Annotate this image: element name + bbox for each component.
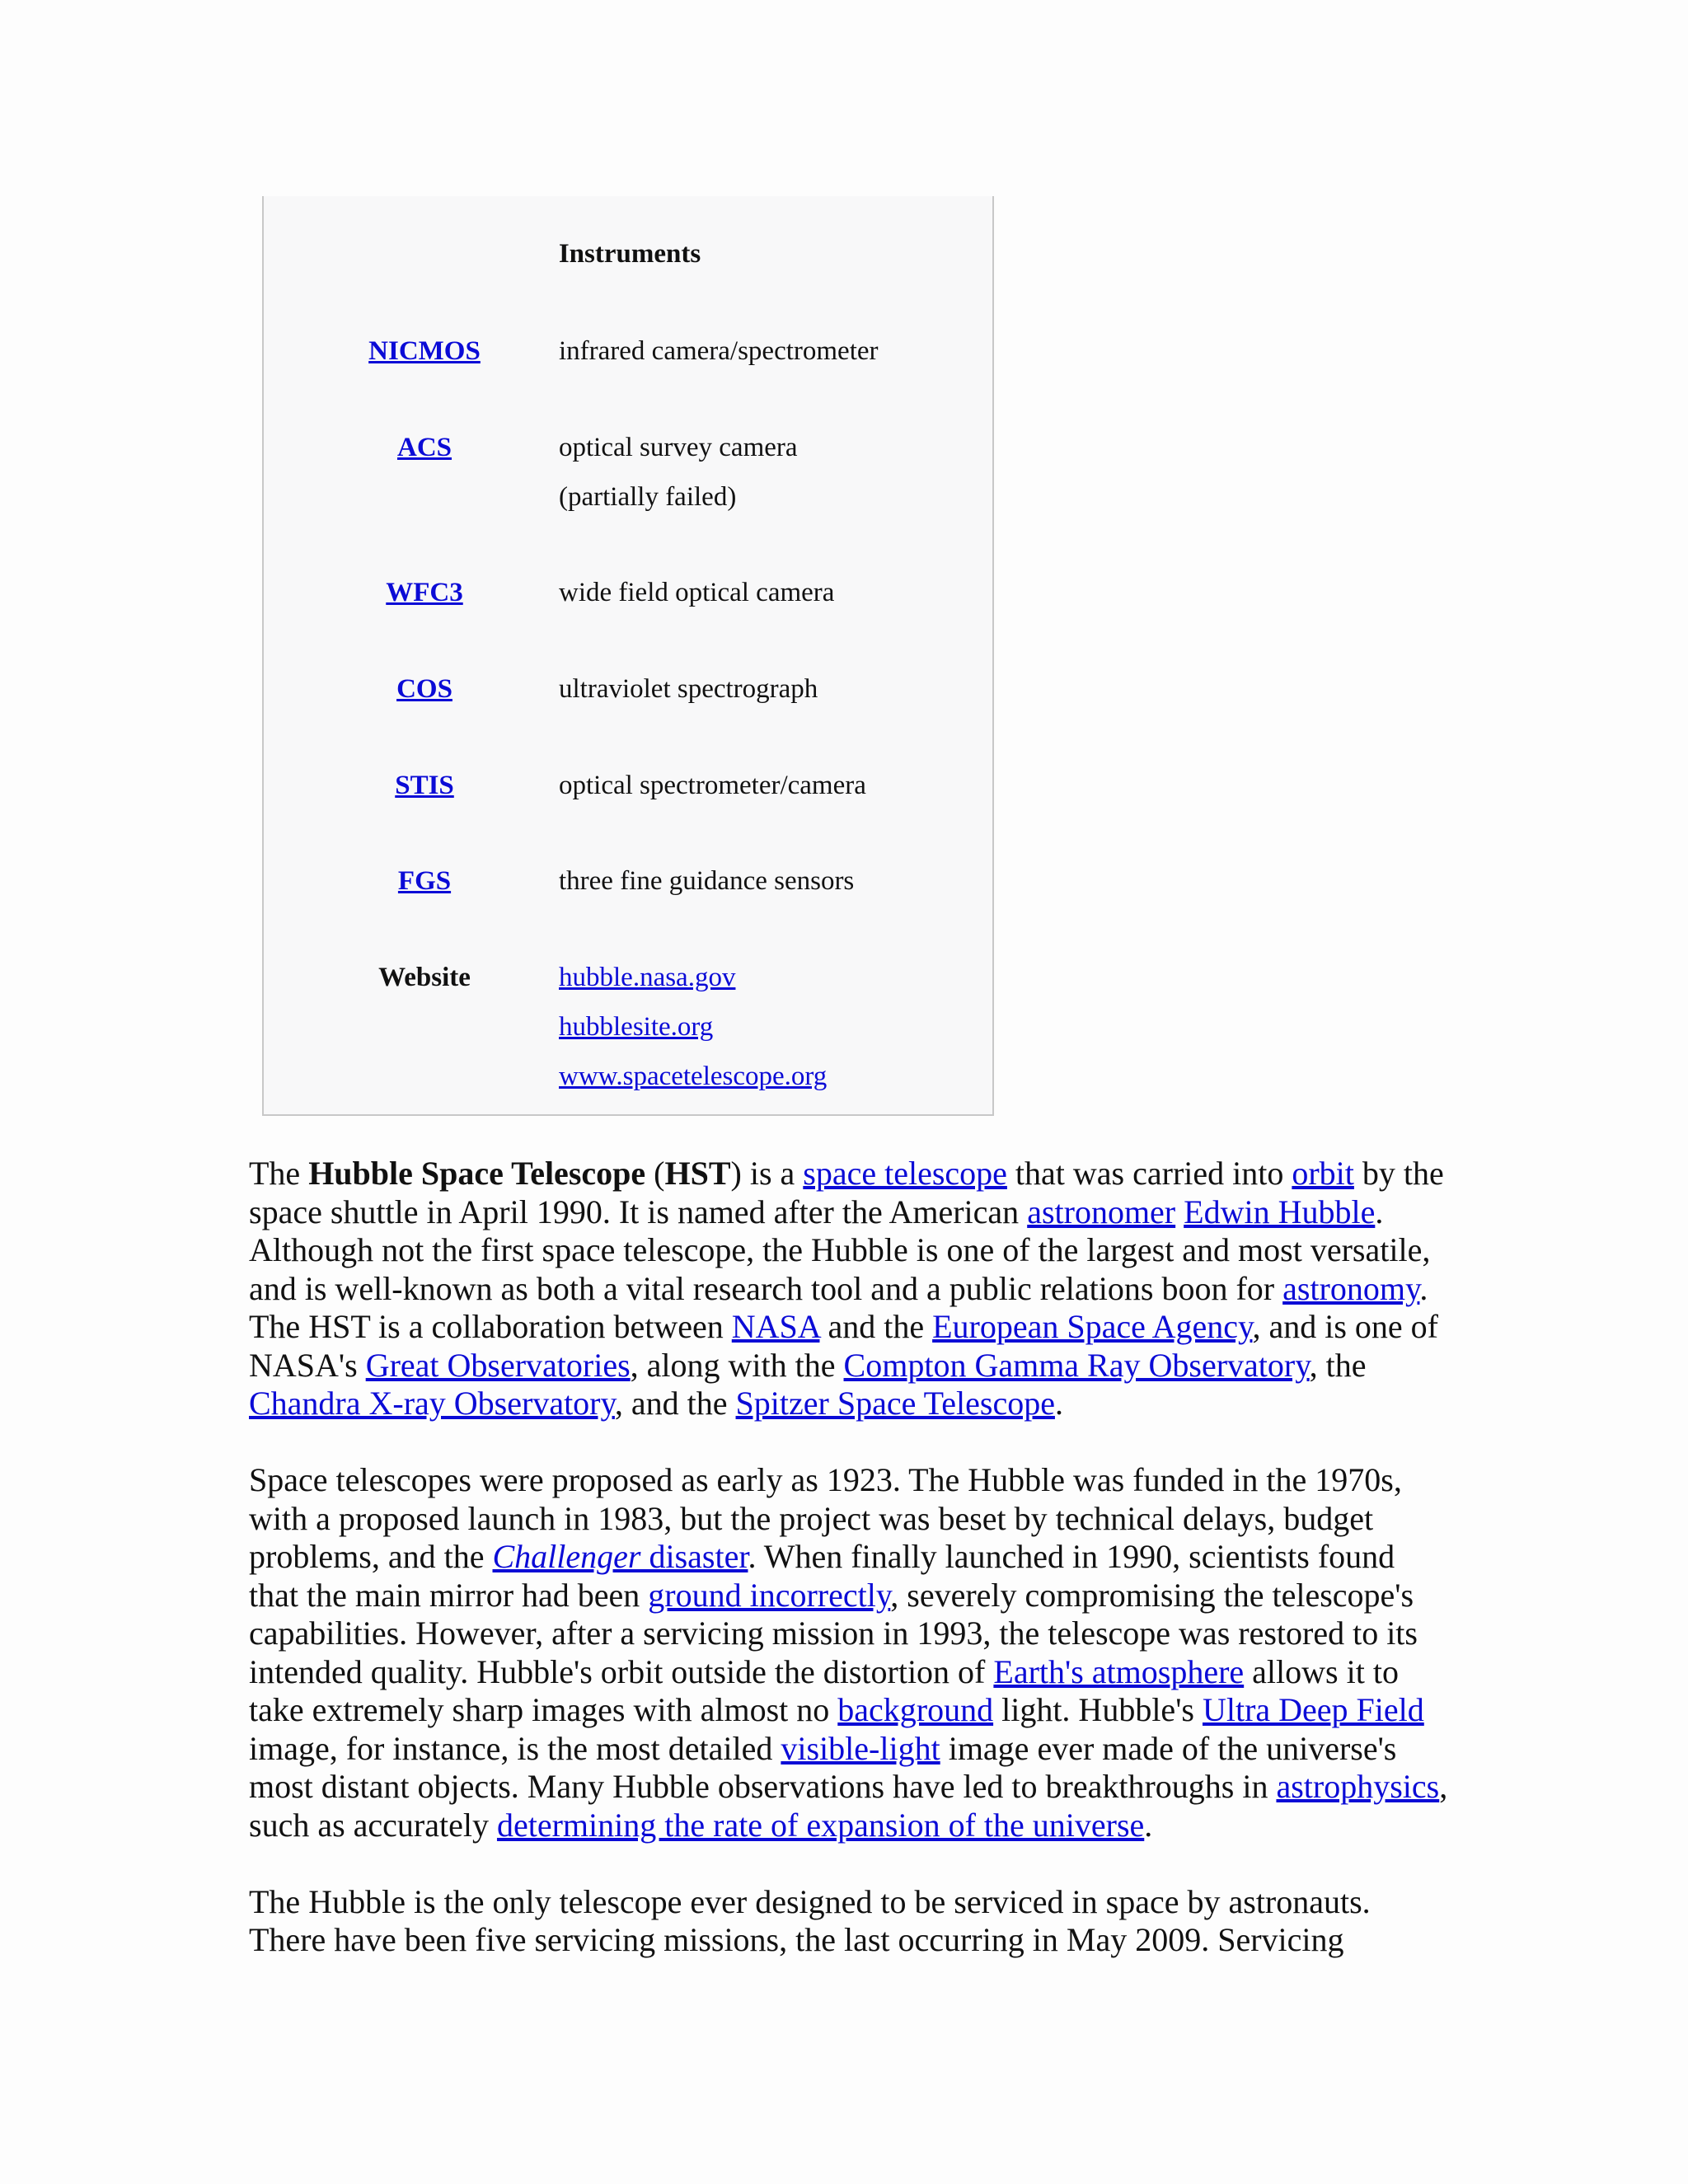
- instrument-link-nicmos[interactable]: NICMOS: [368, 336, 481, 366]
- link-compton-gamma-ray-observatory[interactable]: Compton Gamma Ray Observatory: [843, 1346, 1310, 1384]
- article-body: [249, 1155, 1452, 1998]
- instrument-description: wide field optical camera: [559, 578, 835, 607]
- article-paragraph-intro: The Hubble Space Telescope (HST) is a space telescope that was carried into orbit by the space shuttle in April 1990. It is named after the American astronomer Edwin Hubble. Although not the first space telescope, the Hubble is one of the largest and most versatile, and is well-known as both a vital research tool and a public relations boon for astronomy. The HST is a collaboration between NASA and the European Space Agency, and is one of NASA's Great Observatories, along with the Compton Gamma Ray Observatory, the Chandra X-ray Observatory, and the Spitzer Space Telescope.: [249, 1155, 1444, 1422]
- link-space-telescope[interactable]: space telescope: [803, 1155, 1007, 1192]
- instruments-infobox: [262, 196, 994, 1116]
- instrument-description-note: (partially failed): [559, 482, 737, 512]
- instrument-link-cos[interactable]: COS: [396, 674, 452, 704]
- link-expansion-of-universe[interactable]: determining the rate of expansion of the universe: [496, 1806, 1145, 1844]
- link-background[interactable]: background: [837, 1691, 994, 1728]
- infobox-title: Instruments: [558, 239, 701, 269]
- link-astrophysics[interactable]: astrophysics: [1276, 1768, 1440, 1805]
- instrument-description: optical survey camera: [559, 433, 798, 462]
- website-link-spacetelescope[interactable]: www.spacetelescope.org: [559, 1062, 828, 1091]
- link-nasa[interactable]: NASA: [731, 1308, 820, 1345]
- instrument-link-acs[interactable]: ACS: [396, 433, 452, 462]
- instrument-description: ultraviolet spectrograph: [559, 674, 818, 704]
- article-subject-abbreviation: HST: [664, 1155, 731, 1192]
- link-ground-incorrectly[interactable]: ground incorrectly: [648, 1576, 891, 1614]
- link-european-space-agency[interactable]: European Space Agency: [932, 1308, 1253, 1345]
- website-link-hubblesite[interactable]: hubblesite.org: [559, 1012, 714, 1042]
- instrument-link-stis[interactable]: STIS: [395, 771, 454, 800]
- article-paragraph-history: Space telescopes were proposed as early as 1923. The Hubble was funded in the 1970s, with a proposed launch in 1983, but the project was beset by technical delays, budget problems, and the Challenger disaster. When finally launched in 1990, scientists found that the main mirror had been ground incorrectly, severely compromising the telescope's capabilities. However, after a servicing mission in 1993, the telescope was restored to its intended quality. Hubble's orbit outside the distortion of Earth's atmosphere allows it to take extremely sharp images with almost no background light. Hubble's Ultra Deep Field image, for instance, is the most detailed visible-light image ever made of the universe's most distant objects. Many Hubble observations have led to breakthroughs in astrophysics, such as accurately determining the rate of expansion of the universe.: [249, 1461, 1448, 1844]
- link-spitzer-space-telescope[interactable]: Spitzer Space Telescope: [735, 1385, 1055, 1422]
- article-subject-name: Hubble Space Telescope: [308, 1155, 646, 1192]
- link-earths-atmosphere[interactable]: Earth's atmosphere: [993, 1652, 1245, 1690]
- link-great-observatories[interactable]: Great Observatories: [365, 1346, 631, 1384]
- article-paragraph-servicing: The Hubble is the only telescope ever designed to be serviced in space by astronauts. There have been five servicing missions, the last occurring in May 2009. Servicing: [249, 1882, 1371, 1958]
- link-visible-light[interactable]: visible-light: [781, 1729, 940, 1767]
- link-astronomy[interactable]: astronomy: [1282, 1269, 1420, 1307]
- instrument-description: infrared camera/spectrometer: [559, 336, 879, 366]
- website-label: Website: [378, 963, 471, 992]
- instrument-description: optical spectrometer/camera: [559, 771, 866, 800]
- link-chandra-x-ray-observatory[interactable]: Chandra X-ray Observatory: [249, 1385, 615, 1422]
- link-astronomer[interactable]: astronomer: [1027, 1193, 1176, 1230]
- instrument-description: three fine guidance sensors: [559, 866, 855, 896]
- instrument-link-fgs[interactable]: FGS: [397, 866, 452, 896]
- instrument-link-wfc3[interactable]: WFC3: [386, 578, 463, 607]
- link-edwin-hubble[interactable]: Edwin Hubble: [1184, 1193, 1376, 1230]
- website-link-hubble-nasa[interactable]: hubble.nasa.gov: [559, 963, 736, 992]
- link-challenger-disaster[interactable]: Challenger disaster: [492, 1538, 748, 1575]
- link-orbit[interactable]: orbit: [1292, 1155, 1354, 1192]
- link-ultra-deep-field[interactable]: Ultra Deep Field: [1202, 1691, 1424, 1728]
